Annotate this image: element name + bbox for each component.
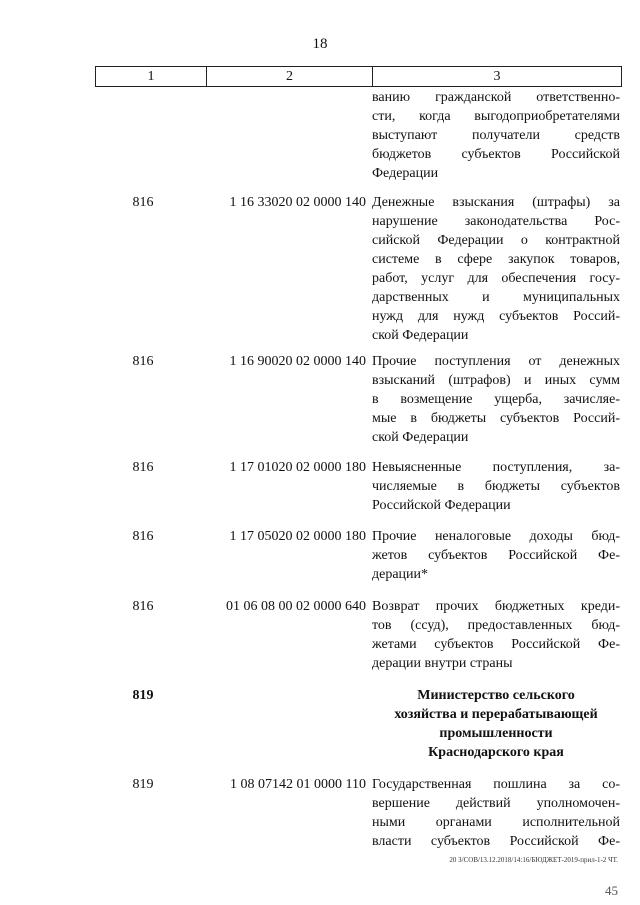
corner-page-mark: 45 (605, 883, 618, 898)
continuation-text (372, 88, 620, 183)
text-line: числяемые в бюджеты субъектов (372, 479, 620, 494)
text-line: дерации внутри страны (372, 656, 513, 671)
text-line: жетами субъектов Российской Фе- (372, 637, 620, 652)
text-line: Государственная пошлина за со- (372, 777, 620, 792)
budget-code: 1 17 01020 02 0000 180 (229, 460, 366, 475)
text-line: Краснодарского края (428, 745, 564, 760)
text-line: жетов субъектов Российской Фе- (372, 548, 620, 563)
text-line: работ, услуг для обеспечения госу- (372, 271, 620, 286)
text-line: Прочие поступления от денежных (372, 354, 620, 369)
text-line: ской Федерации (372, 430, 469, 445)
text-line: ской Федерации (372, 328, 469, 343)
text-line: дерации* (372, 567, 429, 582)
revenue-description (372, 527, 620, 584)
text-line: системе в сфере закупок товаров, (372, 252, 620, 267)
text-line: выступают получатели средств (372, 128, 620, 143)
text-line: сийской Федерации о контрактной (372, 233, 620, 248)
text-line: тов (ссуд), предоставленных бюд- (372, 618, 620, 633)
text-line: Федерации (372, 166, 439, 181)
column-2-header: 2 (207, 67, 373, 87)
budget-code: 01 06 08 00 02 0000 640 (226, 599, 366, 614)
revenue-description (372, 597, 620, 673)
revenue-description (372, 458, 620, 515)
text-line: Министерство сельского (417, 688, 575, 703)
text-line: Денежные взыскания (штрафы) за (372, 195, 620, 210)
admin-code: 819 (132, 688, 154, 703)
text-line: нарушение законодательства Рос- (372, 214, 620, 229)
text-line: бюджетов субъектов Российской (372, 147, 620, 162)
text-line: мые в бюджеты субъектов Россий- (372, 411, 620, 426)
admin-code: 816 (132, 354, 154, 369)
text-line: Возврат прочих бюджетных креди- (372, 599, 620, 614)
text-line: сти, когда выгодоприобретателями (372, 109, 620, 124)
text-line: власти субъектов Российской Фе- (372, 834, 620, 849)
text-line: ными органами исполнительной (372, 815, 620, 830)
text-line: дарственных и муниципальных (372, 290, 620, 305)
text-line: вершение действий уполномочен- (372, 796, 620, 811)
admin-code: 816 (132, 195, 154, 210)
budget-code: 1 08 07142 01 0000 110 (230, 777, 366, 792)
admin-code: 816 (132, 599, 154, 614)
admin-code: 819 (132, 777, 154, 792)
page-number: 18 (312, 36, 328, 52)
budget-code: 1 17 05020 02 0000 180 (229, 529, 366, 544)
text-line: нужд для нужд субъектов Россий- (372, 309, 620, 324)
admin-code: 816 (132, 460, 154, 475)
document-footer: 20 З/СОВ/13.12.2018/14:16/БЮДЖЕТ-2019-прил-1-2 ЧТ. (449, 856, 618, 864)
text-line: хозяйства и перерабатывающей (394, 707, 598, 722)
revenue-description (372, 193, 620, 345)
text-line: Прочие неналоговые доходы бюд- (372, 529, 620, 544)
text-line: Российской Федерации (372, 498, 511, 513)
admin-code: 816 (132, 529, 154, 544)
column-3-header: 3 (373, 67, 622, 87)
budget-code: 1 16 90020 02 0000 140 (229, 354, 366, 369)
text-line: промышленности (439, 726, 553, 741)
text-line: в возмещение ущерба, зачисляе- (372, 392, 620, 407)
revenue-description (372, 352, 620, 447)
text-line: взысканий (штрафов) и иных сумм (372, 373, 620, 388)
text-line: ванию гражданской ответственно- (372, 90, 620, 105)
table-header (95, 66, 622, 87)
text-line: Невыясненные поступления, за- (372, 460, 620, 475)
ministry-heading (372, 686, 620, 762)
column-1-header: 1 (96, 67, 207, 87)
budget-code: 1 16 33020 02 0000 140 (229, 195, 366, 210)
revenue-description (372, 775, 620, 851)
